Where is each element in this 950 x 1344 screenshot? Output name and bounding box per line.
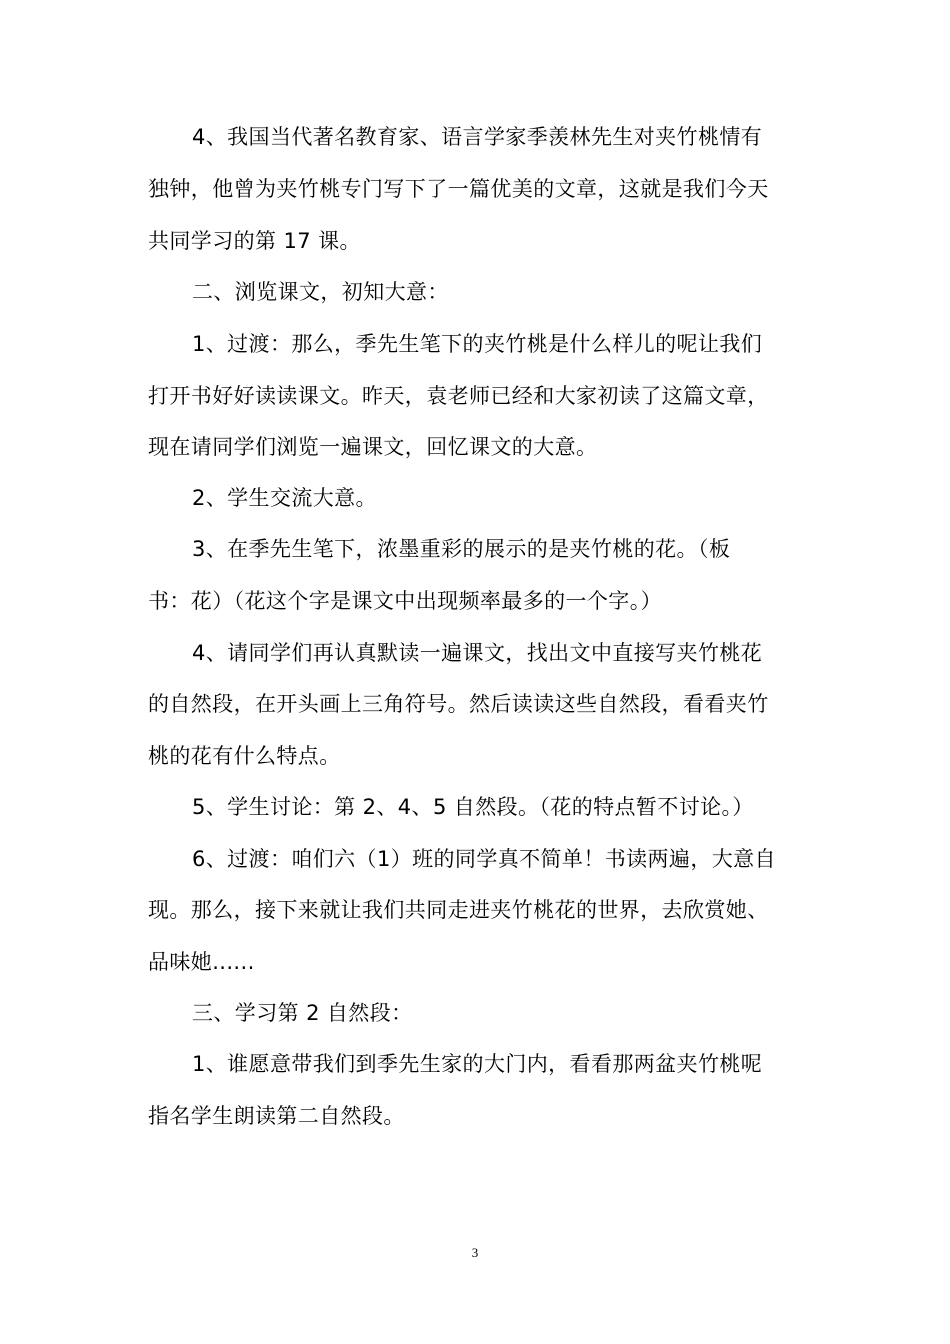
text-line: 4、请同学们再认真默读一遍课文，找出文中直接写夹竹桃花 <box>192 641 763 665</box>
section-heading: 三、学习第 2 自然段： <box>192 1001 413 1025</box>
text-line: 6、过渡：咱们六（1）班的同学真不简单！书读两遍，大意自 <box>192 847 776 871</box>
page-number: 3 <box>471 1245 479 1260</box>
text-line: 共同学习的第 17 课。 <box>148 229 361 253</box>
text-line: 5、学生讨论：第 2、4、5 自然段。（花的特点暂不讨论。） <box>192 795 754 819</box>
text-line: 4、我国当代著名教育家、语言学家季羡林先生对夹竹桃情有 <box>192 125 763 149</box>
text-line: 指名学生朗读第二自然段。 <box>148 1104 405 1128</box>
text-line: 现在请同学们浏览一遍课文，回忆课文的大意。 <box>148 435 598 459</box>
text-line: 桃的花有什么特点。 <box>148 744 341 768</box>
text-line: 书：花）（花这个字是课文中出现频率最多的一个字。） <box>148 589 662 613</box>
text-line: 3、在季先生笔下，浓墨重彩的展示的是夹竹桃的花。（板 <box>192 537 731 561</box>
text-line: 打开书好好读读课文。昨天，袁老师已经和大家初读了这篇文章， <box>148 384 769 408</box>
text-line: 独钟，他曾为夹竹桃专门写下了一篇优美的文章，这就是我们今天 <box>148 177 769 201</box>
text-line: 1、过渡：那么，季先生笔下的夹竹桃是什么样儿的呢让我们 <box>192 332 763 356</box>
text-line: 品味她...... <box>148 950 255 974</box>
text-line: 现。那么，接下来就让我们共同走进夹竹桃花的世界，去欣赏她、 <box>148 898 769 922</box>
text-line: 的自然段，在开头画上三角符号。然后读读这些自然段，看看夹竹 <box>148 692 769 716</box>
text-line: 2、学生交流大意。 <box>192 486 377 510</box>
text-line: 1、谁愿意带我们到季先生家的大门内，看看那两盆夹竹桃呢 <box>192 1052 763 1076</box>
section-heading: 二、浏览课文，初知大意： <box>192 280 449 304</box>
